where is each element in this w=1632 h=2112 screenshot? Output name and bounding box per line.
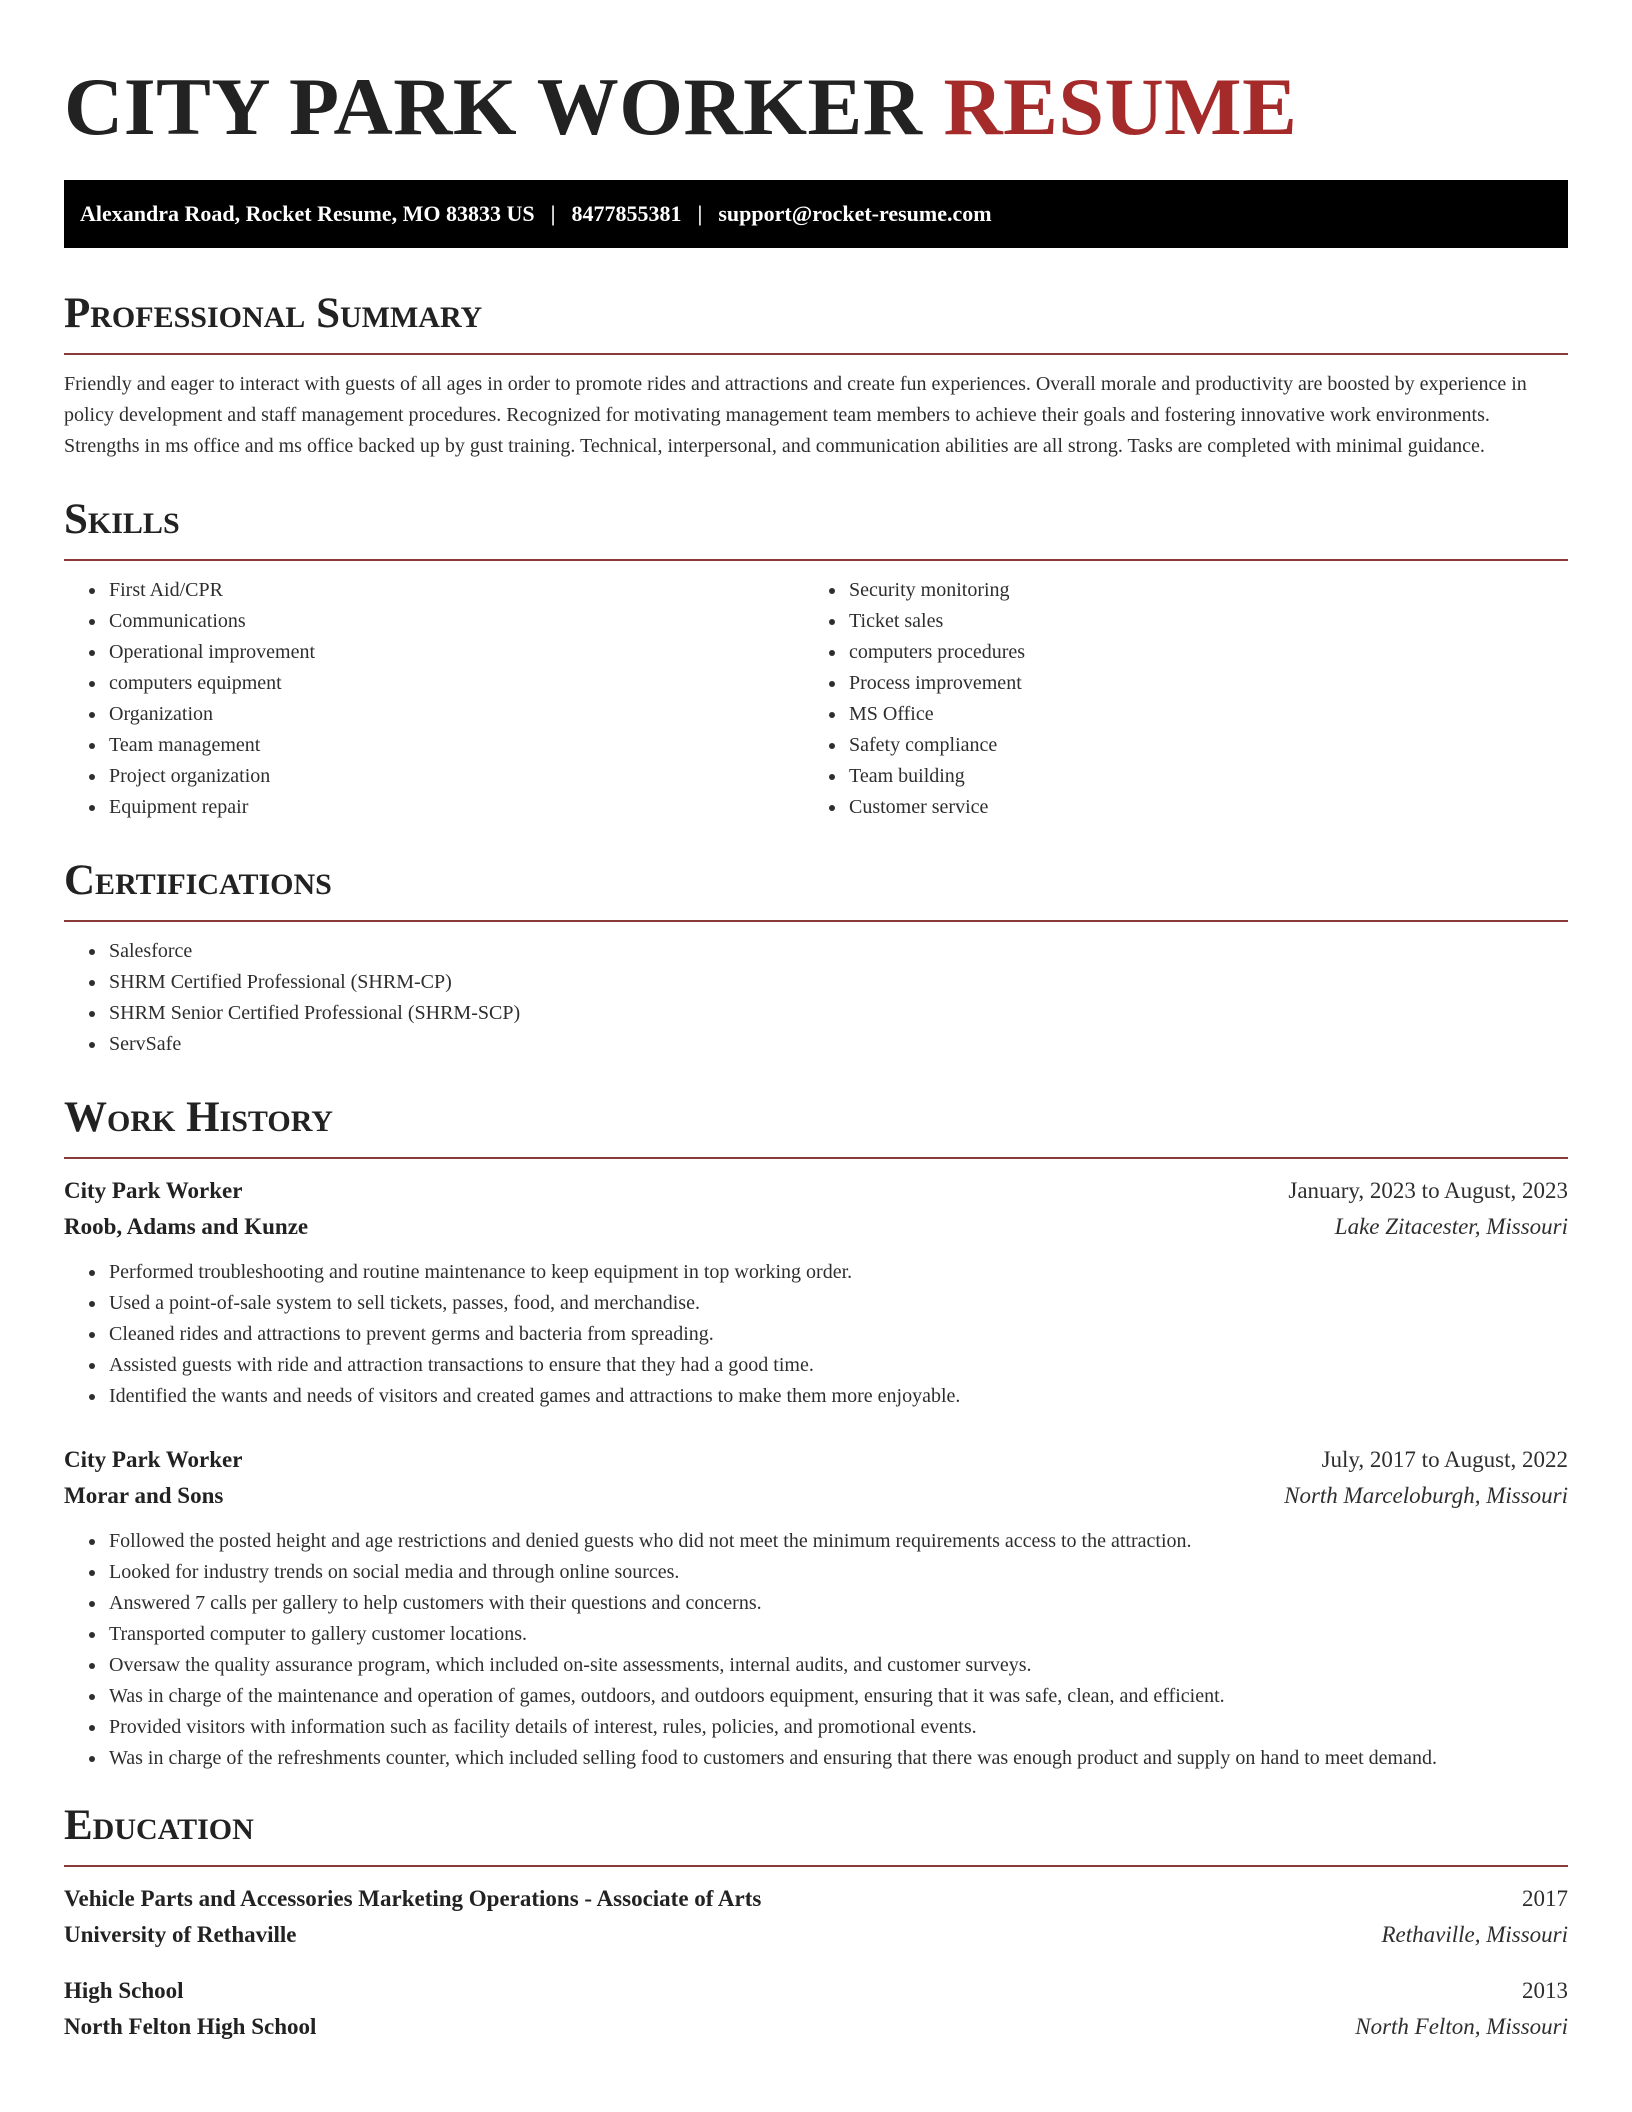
job-company-row [64, 1209, 1568, 1245]
skill-item: • Ticket sales [847, 606, 1568, 637]
certifications-list [64, 936, 1568, 1060]
job-title: City Park Worker [64, 1178, 243, 1203]
job-company: Morar and Sons [64, 1483, 224, 1508]
section-divider [64, 353, 1568, 355]
skill-item: • Safety compliance [847, 730, 1568, 761]
job-title-row [64, 1442, 1568, 1478]
contact-separator: | [550, 201, 556, 226]
work-history-heading: Work History [64, 1094, 333, 1141]
job-duty: • Looked for industry trends on social media and through online sources. [107, 1557, 1568, 1588]
certification-item: • SHRM Senior Certified Professional (SHRM-SCP) [107, 998, 1568, 1029]
skill-item: • Project organization [107, 761, 804, 792]
skill-item: • computers procedures [847, 637, 1568, 668]
education-location: Rethaville, Missouri [1381, 1922, 1568, 1947]
skill-item: • Equipment repair [107, 792, 804, 823]
certification-item: • Salesforce [107, 936, 1568, 967]
summary-heading: Professional Summary [64, 290, 483, 337]
job-duty: • Oversaw the quality assurance program, which included on-site assessments, internal audits, and customer surveys. [107, 1650, 1568, 1681]
resume-title [64, 61, 1568, 152]
skill-item: • Team management [107, 730, 804, 761]
job-location: Lake Zitacester, Missouri [1334, 1214, 1568, 1239]
education-degree: High School [64, 1978, 184, 2003]
skill-item: • computers equipment [107, 668, 804, 699]
education-school: North Felton High School [64, 2014, 317, 2039]
job-dates: January, 2023 to August, 2023 [1288, 1178, 1568, 1203]
section-divider [64, 1157, 1568, 1159]
education-year: 2013 [1522, 1978, 1568, 2003]
job-company-row [64, 1478, 1568, 1514]
skill-item: • Team building [847, 761, 1568, 792]
job-title-row [64, 1173, 1568, 1209]
skill-item: • Customer service [847, 792, 1568, 823]
education-school-row [64, 2009, 1568, 2045]
job-duty: • Identified the wants and needs of visitors and created games and attractions to make them more enjoyable. [107, 1381, 1568, 1412]
education-degree: Vehicle Parts and Accessories Marketing Operations - Associate of Arts [64, 1886, 762, 1911]
education-school-row [64, 1917, 1568, 1953]
education-heading: Education [64, 1802, 254, 1849]
job-duty: • Followed the posted height and age restrictions and denied guests who did not meet the minimum requirements access to the attraction. [107, 1526, 1568, 1557]
skill-item: • Operational improvement [107, 637, 804, 668]
section-divider [64, 1865, 1568, 1867]
certifications-heading: Certifications [64, 857, 332, 904]
certification-item: • SHRM Certified Professional (SHRM-CP) [107, 967, 1568, 998]
job-entry [64, 1173, 1568, 1412]
skills-list [64, 575, 1568, 823]
job-location: North Marceloburgh, Missouri [1284, 1483, 1568, 1508]
skills-heading: Skills [64, 496, 180, 543]
summary-text: Friendly and eager to interact with guests of all ages in order to promote rides and attractions and create fun experiences. Overall morale and productivity are boosted by experience in policy development and staff management procedures. Recognized for motivating management team members to achieve their goals and fostering innovative work environments. Strengths in ms office and ms office backed up by gust training. Technical, interpersonal, and communication abilities are all strong. Tasks are completed with minimal guidance. [64, 373, 1527, 457]
job-duty: • Was in charge of the maintenance and operation of games, outdoors, and outdoors equipment, ensuring that it was safe, clean, and efficient. [107, 1681, 1568, 1712]
education-degree-row [64, 1881, 1568, 1917]
education-year: 2017 [1522, 1886, 1568, 1911]
title-main: CITY PARK WORKER [64, 61, 923, 152]
skills-column-left [64, 575, 804, 823]
skill-item: • Communications [107, 606, 804, 637]
job-duties [64, 1257, 1568, 1412]
skills-column-right [804, 575, 1568, 823]
job-entry [64, 1442, 1568, 1774]
education-location: North Felton, Missouri [1355, 2014, 1568, 2039]
job-duty: • Cleaned rides and attractions to prevent germs and bacteria from spreading. [107, 1319, 1568, 1350]
contact-separator: | [697, 201, 703, 226]
job-duty: • Provided visitors with information such as facility details of interest, rules, policies, and promotional events. [107, 1712, 1568, 1743]
section-divider [64, 559, 1568, 561]
job-duty: • Assisted guests with ride and attraction transactions to ensure that they had a good time. [107, 1350, 1568, 1381]
skill-item: • Process improvement [847, 668, 1568, 699]
job-duties [64, 1526, 1568, 1774]
skill-item: • Security monitoring [847, 575, 1568, 606]
education-degree-row [64, 1973, 1568, 2009]
contact-phone: 8477855381 [571, 201, 682, 226]
education-entry [64, 1973, 1568, 2045]
job-duty: • Answered 7 calls per gallery to help customers with their questions and concerns. [107, 1588, 1568, 1619]
contact-address: Alexandra Road, Rocket Resume, MO 83833 US [80, 201, 535, 226]
job-company: Roob, Adams and Kunze [64, 1214, 309, 1239]
contact-bar [64, 180, 1568, 248]
education-entry [64, 1881, 1568, 1953]
section-divider [64, 920, 1568, 922]
job-title: City Park Worker [64, 1447, 243, 1472]
title-accent: RESUME [943, 61, 1298, 152]
certification-item: • ServSafe [107, 1029, 1568, 1060]
contact-email: support@rocket-resume.com [718, 201, 992, 226]
job-duty: • Performed troubleshooting and routine maintenance to keep equipment in top working order. [107, 1257, 1568, 1288]
skill-item: • MS Office [847, 699, 1568, 730]
job-duty: • Used a point-of-sale system to sell tickets, passes, food, and merchandise. [107, 1288, 1568, 1319]
skill-item: • Organization [107, 699, 804, 730]
skill-item: • First Aid/CPR [107, 575, 804, 606]
education-school: University of Rethaville [64, 1922, 297, 1947]
job-dates: July, 2017 to August, 2022 [1321, 1447, 1568, 1472]
job-duty: • Transported computer to gallery customer locations. [107, 1619, 1568, 1650]
job-duty: • Was in charge of the refreshments counter, which included selling food to customers and ensuring that there was enough product and supply on hand to meet demand. [107, 1743, 1568, 1774]
